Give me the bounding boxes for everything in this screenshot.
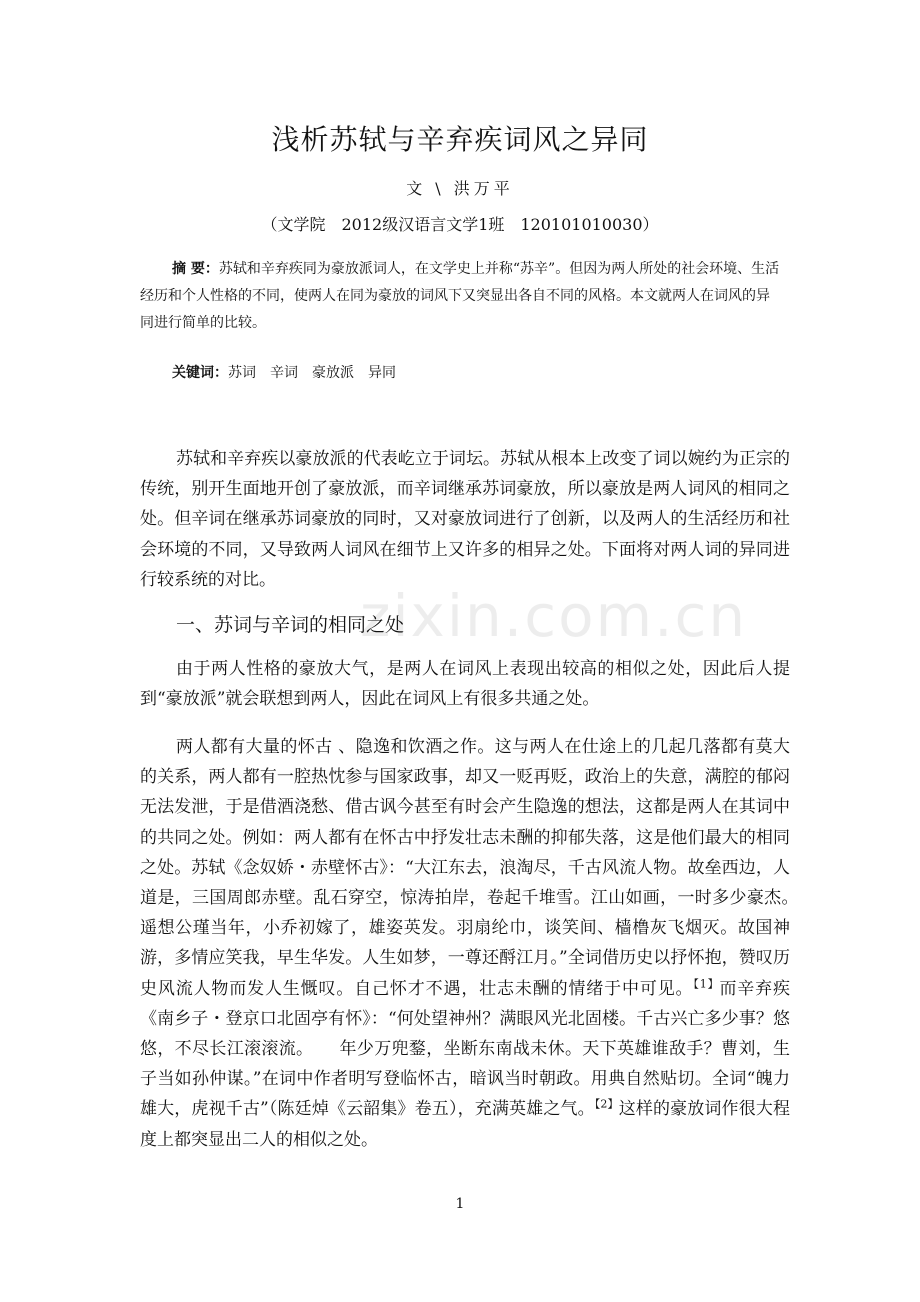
section-heading: 一、苏词与辛词的相同之处	[176, 614, 405, 636]
paragraph-text: 这样的豪放词作很大程度上都突显出二人的相似之处。	[140, 1099, 790, 1150]
affiliation-line: （文学院 2012级汉语言文学1班 120101010030）	[261, 215, 659, 234]
abstract-label: 摘 要：	[172, 261, 219, 277]
keywords-label: 关键词：	[172, 365, 228, 381]
author-line: 文 \ 洪万平	[406, 179, 514, 198]
page-number: 1	[455, 1196, 465, 1212]
paragraph-text: 而辛弃疾《南乡子・登京口北固亭有怀》：“何处望神州？满眼风光北固楼。千古兴亡多少事？悠悠，不尽长江滚滚流。 年少万兜鍪，坐断东南战未休。天下英雄谁敌手？曹刘，生子当如孙仲谋。”在词中作者明写登临怀古，暗讽当时朝政。用典自然贴切。全词“魄力雄大，虎视千古”（陈廷焯《云韶集》卷五），充满英雄之气。	[140, 978, 791, 1120]
keywords-text: 苏词 辛词 豪放派 异同	[228, 365, 396, 381]
abstract	[140, 256, 780, 337]
section-paragraph-2	[140, 732, 807, 1155]
abstract-text: 苏轼和辛弃疾同为豪放派词人，在文学史上并称“苏辛”。但因为两人所处的社会环境、生活经历和个人性格的不同，使两人在同为豪放的词风下又突显出各自不同的风格。本文就两人在词风的异同进行简单的比较。	[140, 261, 780, 331]
watermark: zixin.com.cn	[360, 582, 748, 650]
citation-ref-2[interactable]: 【2】	[594, 1097, 619, 1111]
paragraph-text: 两人都有大量的怀古 、隐逸和饮酒之作。这与两人在仕途上的几起几落都有莫大的关系，两人都有一腔热忱参与国家政事，却又一贬再贬，政治上的失意，满腔的郁闷无法发泄，于是借酒浇愁、借古讽今甚至有时会产生隐逸的想法，这都是两人在其词中的共同之处。例如：两人都有在怀古中抒发壮志未酬的抑郁失落，这是他们最大的相同之处。苏轼《念奴娇・赤壁怀古》：“大江东去，浪淘尽，千古风流人物。故垒西边，人道是，三国周郎赤壁。乱石穿空，惊涛拍岸，卷起千堆雪。江山如画，一时多少豪杰。 遥想公瑾当年，小乔初嫁了，雄姿英发。羽扇纶巾，谈笑间、樯橹灰飞烟灭。故国神游，多情应笑我，早生华发。人生如梦，一尊还酹江月。”全词借历史以抒怀抱，赞叹历史风流人物而发人生慨叹。自己怀才不遇，壮志未酬的情绪于中可见。	[140, 737, 807, 999]
page-title: 浅析苏轼与辛弃疾词风之异同	[271, 123, 649, 156]
keywords	[172, 362, 772, 382]
section-paragraph-1: 由于两人性格的豪放大气，是两人在词风上表现出较高的相似之处，因此后人提到“豪放派”就会联想到两人，因此在词风上有很多共通之处。	[140, 659, 790, 710]
citation-ref-1[interactable]: 【1】	[693, 976, 720, 990]
intro-paragraph: 苏轼和辛弃疾以豪放派的代表屹立于词坛。苏轼从根本上改变了词以婉约为正宗的传统，别开生面地开创了豪放派，而辛词继承苏词豪放，所以豪放是两人词风的相同之处。但辛词在继承苏词豪放的同时，又对豪放词进行了创新，以及两人的生活经历和社会环境的不同，又导致两人词风在细节上又许多的相异之处。下面将对两人词的异同进行较系统的对比。	[140, 449, 790, 590]
